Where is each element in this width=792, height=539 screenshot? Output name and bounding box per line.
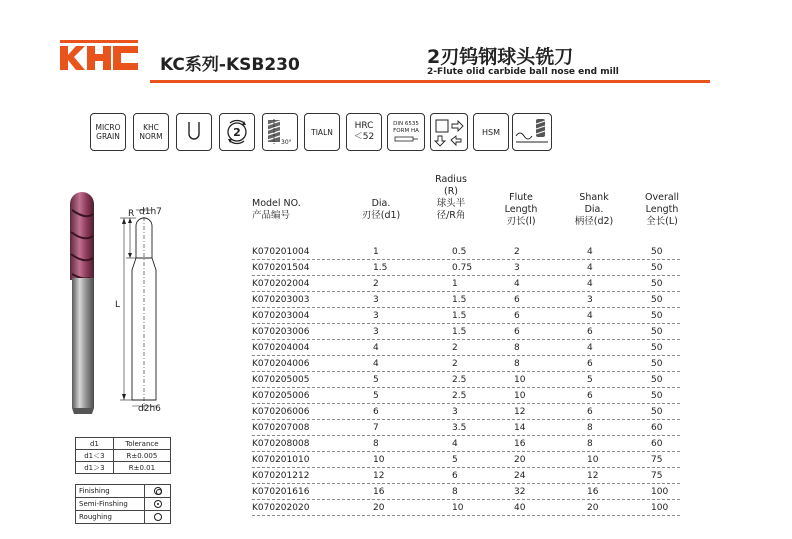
table-row	[252, 356, 680, 372]
cell-flute-length: 40	[514, 503, 526, 513]
header-shank-dia: Shank Dia. 柄径(d2)	[574, 192, 614, 227]
cell-flute-length: 8	[514, 359, 520, 369]
cell-flute-length: 24	[514, 471, 526, 481]
cell-shank-dia: 3	[587, 295, 593, 305]
table-row	[252, 244, 680, 260]
cell-model-no: K070208008	[252, 439, 310, 449]
two-flute-icon	[219, 113, 255, 151]
cell-overall-length: 50	[651, 407, 663, 417]
table-row	[252, 340, 680, 356]
cell-diameter: 2	[373, 279, 379, 289]
series-title: KC系列-KSB230	[160, 55, 300, 75]
cell-radius: 2	[452, 359, 458, 369]
cell-radius: 8	[452, 487, 458, 497]
cell-overall-length: 50	[651, 295, 663, 305]
cell-shank-dia: 8	[587, 439, 593, 449]
cell-flute-length: 10	[514, 375, 526, 385]
cell-overall-length: 75	[651, 471, 663, 481]
cell-shank-dia: 4	[587, 263, 593, 273]
radius-label: R	[128, 209, 135, 219]
specification-table	[252, 244, 680, 516]
cell-model-no: K070203004	[252, 311, 310, 321]
cell-model-no: K070207008	[252, 423, 310, 433]
header-flute-length: Flute Length 刃长(l)	[504, 192, 538, 227]
tialn-coating-badge: TIALN	[304, 113, 340, 151]
cell-flute-length: 10	[514, 391, 526, 401]
cell-diameter: 20	[373, 503, 385, 513]
header-diameter: Dia. 刃径(d1)	[361, 198, 401, 221]
cell-diameter: 16	[373, 487, 385, 497]
table-row	[252, 372, 680, 388]
double-circle-icon	[154, 487, 162, 495]
cell-diameter: 4	[373, 359, 379, 369]
cell-model-no: K070206006	[252, 407, 310, 417]
cell-flute-length: 6	[514, 311, 520, 321]
cell-radius: 3	[452, 407, 458, 417]
cell-shank-dia: 12	[587, 471, 599, 481]
table-row: d1＜3 R±0.005	[76, 450, 171, 462]
cell-overall-length: 75	[651, 455, 663, 465]
cell-shank-dia: 6	[587, 391, 593, 401]
cell-model-no: K070201616	[252, 487, 310, 497]
tolerance-table	[75, 437, 171, 474]
svg-text:30°: 30°	[281, 139, 292, 146]
cell-flute-length: 16	[514, 439, 526, 449]
cell-overall-length: 100	[651, 503, 669, 513]
cell-model-no: K070201504	[252, 263, 310, 273]
cell-flute-length: 14	[514, 423, 526, 433]
cell-shank-dia: 20	[587, 503, 599, 513]
cell-radius: 0.5	[452, 247, 467, 257]
cell-radius: 1.5	[452, 311, 467, 321]
cell-radius: 2.5	[452, 375, 467, 385]
table-row	[252, 276, 680, 292]
list-item: Roughing	[76, 511, 171, 524]
cell-diameter: 8	[373, 439, 379, 449]
slotting-icon	[512, 113, 552, 151]
cell-diameter: 3	[373, 295, 379, 305]
table-row	[252, 484, 680, 500]
khc-norm-badge: KHC NORM	[133, 113, 169, 151]
cell-radius: 1.5	[452, 295, 467, 305]
cell-overall-length: 100	[651, 487, 669, 497]
cell-flute-length: 6	[514, 295, 520, 305]
cell-shank-dia: 6	[587, 407, 593, 417]
product-title-cn: 2刃钨钢球头铣刀	[427, 46, 574, 68]
cell-radius: 1.5	[452, 327, 467, 337]
tolerance-header-tol: Tolerance	[113, 438, 170, 450]
din-6535-shank-badge: DIN 6535 FORM HA	[387, 113, 425, 151]
helix-30-icon	[262, 113, 298, 151]
cell-diameter: 4	[373, 343, 379, 353]
cell-diameter: 12	[373, 471, 385, 481]
cell-overall-length: 60	[651, 439, 663, 449]
table-row	[252, 292, 680, 308]
table-row	[252, 420, 680, 436]
tolerance-header-d1: d1	[76, 438, 114, 450]
cell-radius: 2.5	[452, 391, 467, 401]
cell-radius: 6	[452, 471, 458, 481]
ball-nose-shape-icon	[176, 113, 212, 151]
table-row	[252, 260, 680, 276]
cell-diameter: 3	[373, 327, 379, 337]
cell-overall-length: 50	[651, 327, 663, 337]
cell-model-no: K070205005	[252, 375, 310, 385]
header-model-no: Model NO. 产品编号	[252, 198, 301, 221]
cell-model-no: K070204004	[252, 343, 310, 353]
cell-shank-dia: 5	[587, 375, 593, 385]
d2-label: d2h6	[138, 404, 161, 414]
length-label: L	[115, 300, 121, 310]
cell-diameter: 5	[373, 391, 379, 401]
cell-model-no: K070202004	[252, 279, 310, 289]
cell-model-no: K070201010	[252, 455, 310, 465]
cell-model-no: K070203003	[252, 295, 310, 305]
cell-overall-length: 50	[651, 263, 663, 273]
cell-radius: 5	[452, 455, 458, 465]
dot-circle-icon	[154, 500, 162, 508]
cell-diameter: 1	[373, 247, 379, 257]
cell-model-no: K070203006	[252, 327, 310, 337]
svg-text:2: 2	[233, 126, 241, 139]
cell-model-no: K070202020	[252, 503, 310, 513]
cell-overall-length: 50	[651, 391, 663, 401]
cell-model-no: K070201212	[252, 471, 310, 481]
cell-diameter: 3	[373, 311, 379, 321]
product-title-en: 2-Flute olid carbide ball nose end mill	[427, 67, 619, 77]
cell-overall-length: 50	[651, 247, 663, 257]
cell-radius: 1	[452, 279, 458, 289]
table-row: d1＞3 R±0.01	[76, 462, 171, 474]
cell-diameter: 1.5	[373, 263, 388, 273]
cell-overall-length: 50	[651, 359, 663, 369]
machining-directions-icon	[430, 113, 468, 151]
cell-model-no: K070201004	[252, 247, 310, 257]
cell-flute-length: 4	[514, 279, 520, 289]
table-row	[252, 324, 680, 340]
list-item: Finishing	[76, 485, 171, 498]
khc-logo	[60, 40, 138, 74]
cell-shank-dia: 4	[587, 279, 593, 289]
table-row	[252, 404, 680, 420]
d1-label: d1h7	[139, 207, 162, 217]
tool-dimension-drawing	[108, 200, 186, 422]
cell-radius: 10	[452, 503, 464, 513]
cell-diameter: 5	[373, 375, 379, 385]
cell-shank-dia: 4	[587, 247, 593, 257]
cell-shank-dia: 6	[587, 359, 593, 369]
finishing-legend	[75, 484, 171, 524]
cell-shank-dia: 10	[587, 455, 599, 465]
table-row	[252, 436, 680, 452]
cell-flute-length: 6	[514, 327, 520, 337]
cell-model-no: K070204006	[252, 359, 310, 369]
cell-overall-length: 50	[651, 311, 663, 321]
cell-flute-length: 8	[514, 343, 520, 353]
table-row	[252, 388, 680, 404]
cell-overall-length: 50	[651, 343, 663, 353]
cell-shank-dia: 6	[587, 327, 593, 337]
cell-flute-length: 12	[514, 407, 526, 417]
table-row	[252, 500, 680, 516]
ball-end-mill-photo	[60, 180, 104, 416]
cell-flute-length: 20	[514, 455, 526, 465]
micro-grain-badge: MICRO GRAIN	[90, 113, 126, 151]
table-row	[252, 452, 680, 468]
cell-radius: 0.75	[452, 263, 473, 273]
cell-shank-dia: 16	[587, 487, 599, 497]
cell-radius: 4	[452, 439, 458, 449]
cell-flute-length: 32	[514, 487, 526, 497]
cell-overall-length: 50	[651, 279, 663, 289]
hrc-rating-badge: HRC ＜52	[346, 113, 382, 151]
table-row	[252, 468, 680, 484]
cell-overall-length: 50	[651, 375, 663, 385]
cell-radius: 3.5	[452, 423, 467, 433]
cell-flute-length: 2	[514, 247, 520, 257]
header-radius: Radius (R) 球头半 径/R角	[435, 174, 467, 221]
cell-model-no: K070205006	[252, 391, 310, 401]
cell-shank-dia: 8	[587, 423, 593, 433]
circle-icon	[154, 513, 162, 521]
cell-shank-dia: 4	[587, 343, 593, 353]
cell-overall-length: 60	[651, 423, 663, 433]
header-divider	[150, 80, 710, 83]
cell-shank-dia: 4	[587, 311, 593, 321]
cell-diameter: 7	[373, 423, 379, 433]
hsm-badge: HSM	[473, 113, 509, 151]
cell-radius: 2	[452, 343, 458, 353]
list-item: Semi-Finshing	[76, 498, 171, 511]
table-row	[252, 308, 680, 324]
header-overall-length: Overall Length 全长(L)	[645, 192, 679, 227]
cell-diameter: 6	[373, 407, 379, 417]
cell-diameter: 10	[373, 455, 385, 465]
cell-flute-length: 3	[514, 263, 520, 273]
